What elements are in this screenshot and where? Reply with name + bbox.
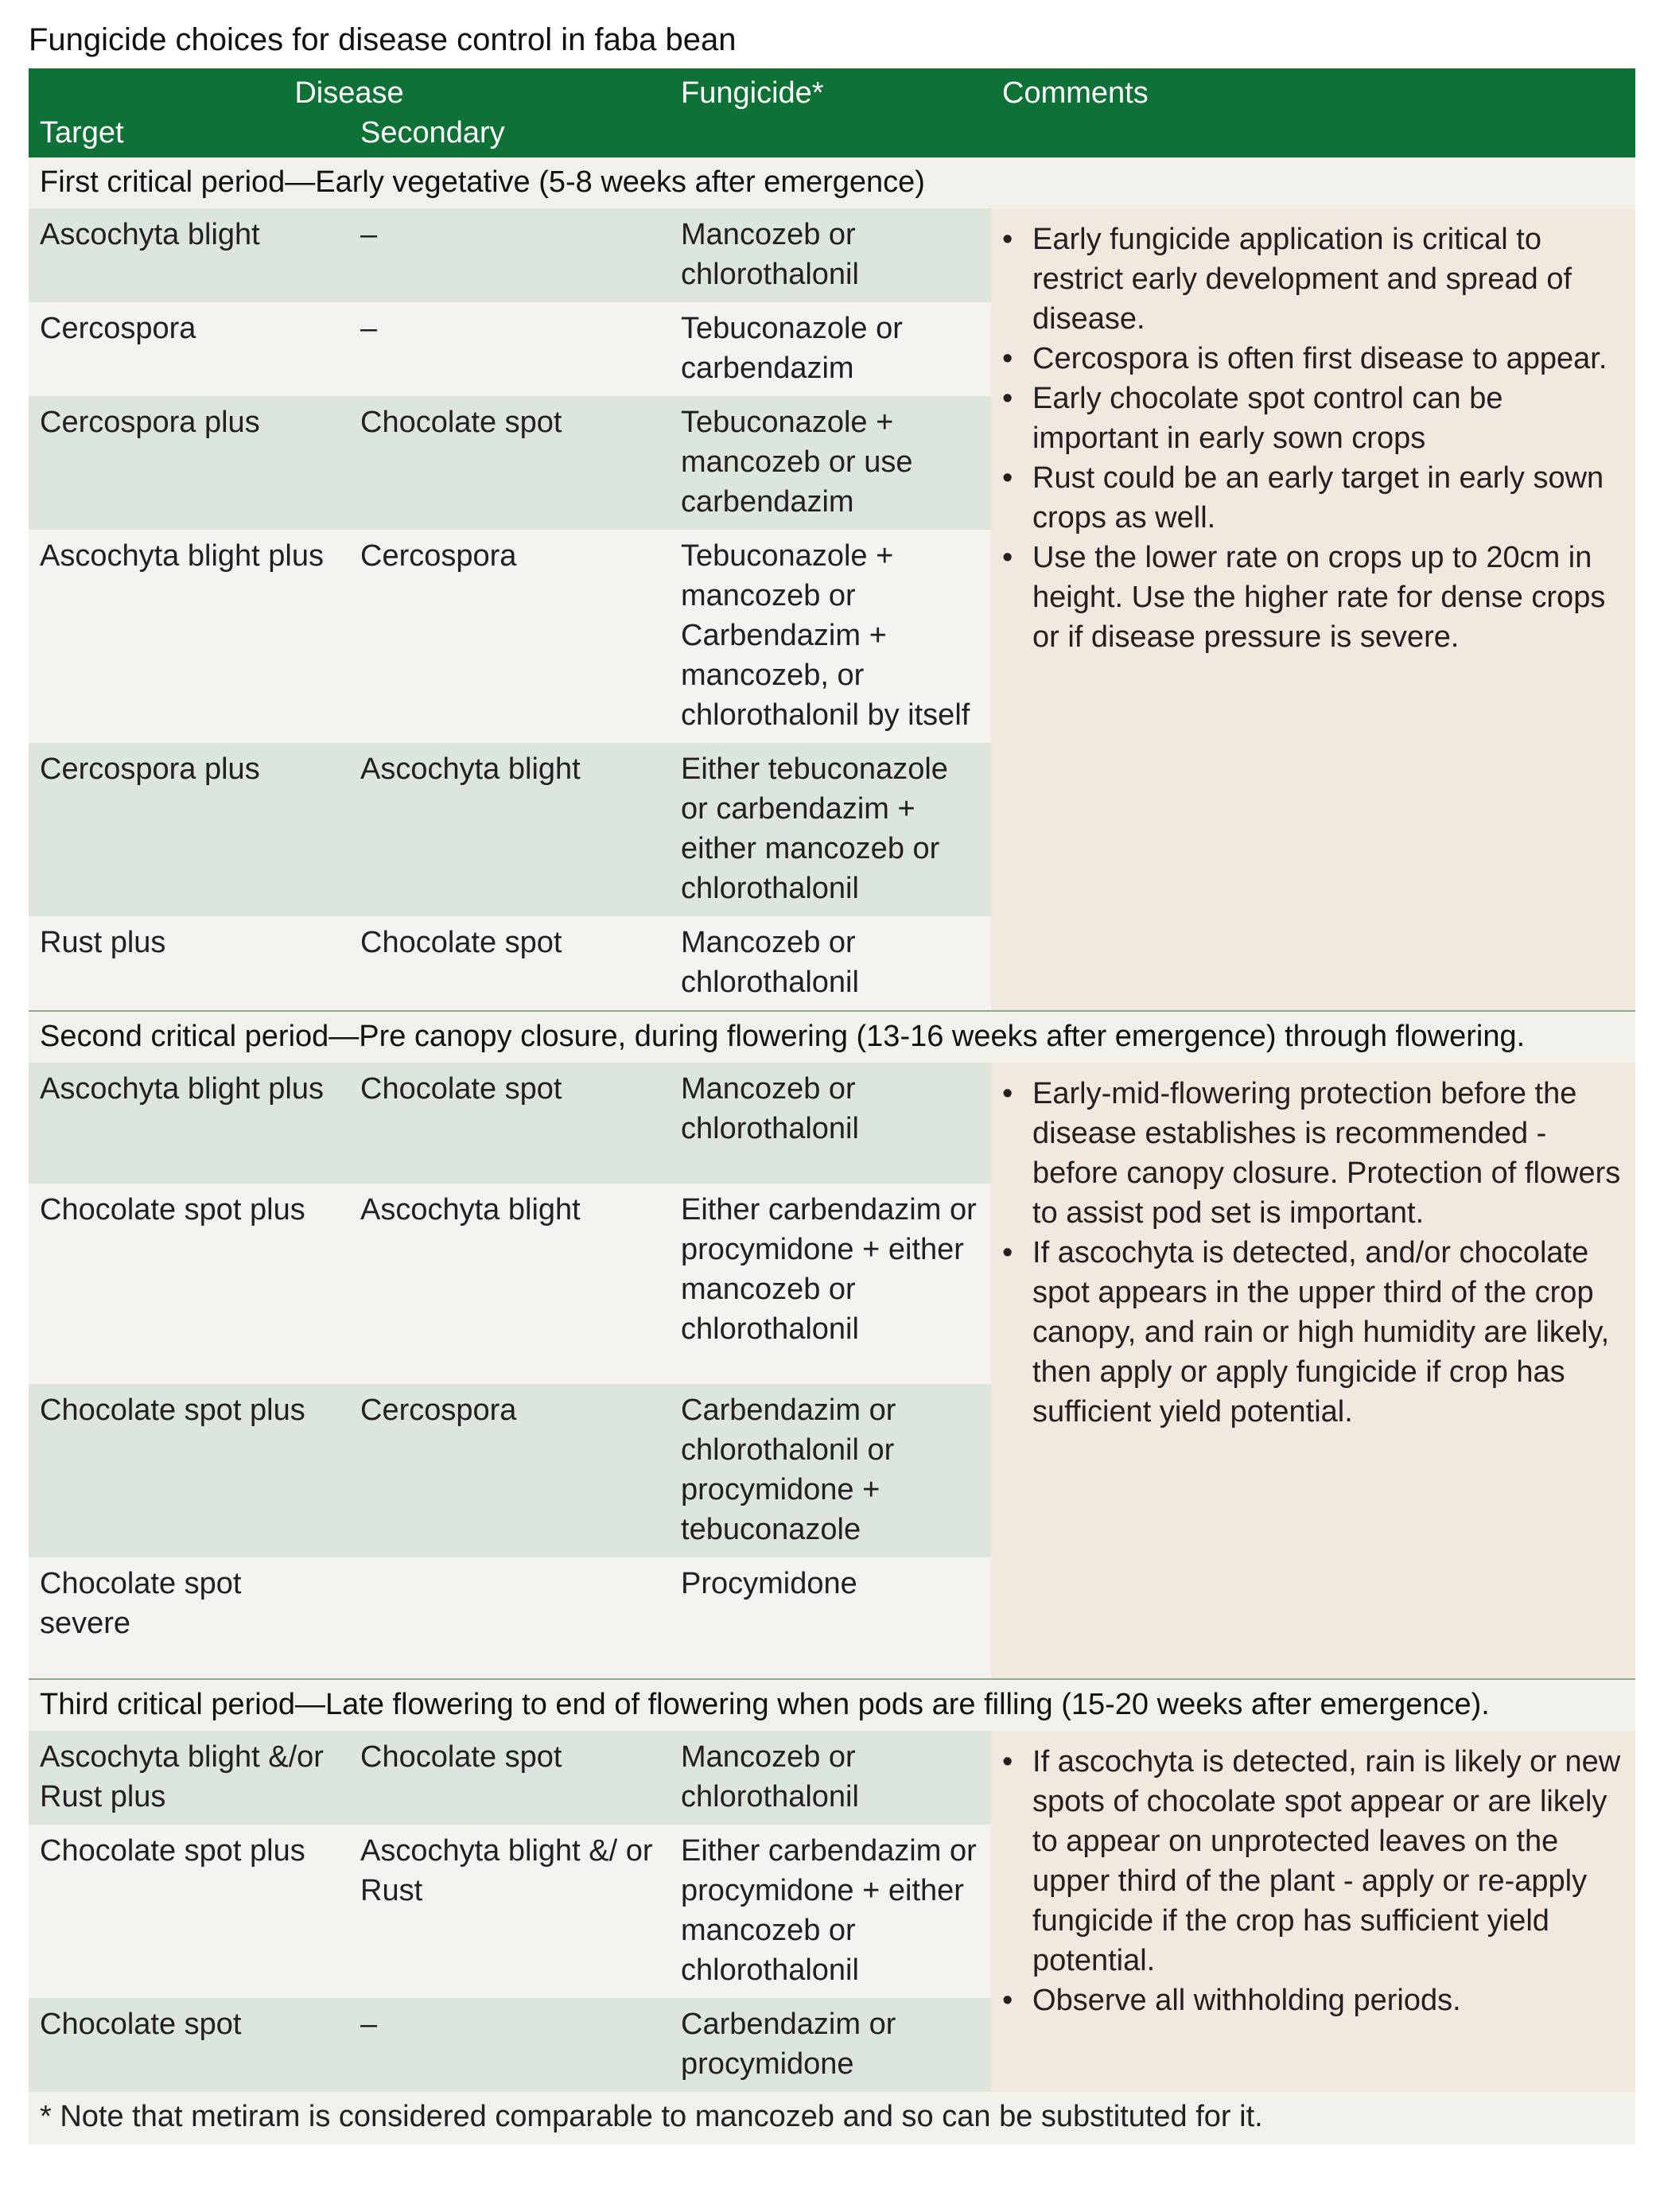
comments-cell-2 <box>991 1063 1635 1679</box>
comments-cell-1 <box>991 208 1635 1011</box>
comments-list-3 <box>1002 1742 1624 2020</box>
comment-item: • Early-mid-flowering protection before the disease establishes is recommended - before canopy closure. Protection of flowers to assist pod set is important. <box>1002 1074 1624 1233</box>
fungicide-cell: Mancozeb or chlorothalonil <box>670 1731 991 1825</box>
fungicide-cell: Either tebuconazole or carbendazim + either mancozeb or chlorothalonil <box>670 743 991 916</box>
table-row <box>29 208 1635 302</box>
target-cell: Ascochyta blight plus <box>29 530 349 743</box>
period-heading-3: Third critical period—Late flowering to end of flowering when pods are filling (15-20 weeks after emergence). <box>29 1679 1635 1731</box>
comment-item: • Early chocolate spot control can be important in early sown crops <box>1002 379 1624 458</box>
header-fungicide-spacer <box>670 113 991 157</box>
period-heading-1: First critical period—Early vegetative (5-8 weeks after emergence) <box>29 157 1635 208</box>
target-cell: Ascochyta blight <box>29 208 349 302</box>
fungicide-cell: Tebuconazole or carbendazim <box>670 302 991 396</box>
secondary-cell: Chocolate spot <box>349 396 670 530</box>
comments-list-2 <box>1002 1074 1624 1432</box>
comment-item: • If ascochyta is detected, and/or chocolate spot appears in the upper third of the crop canopy, and rain or high humidity are likely, then apply or apply fungicide if crop has sufficient yield potential. <box>1002 1233 1624 1432</box>
comment-item: • Use the lower rate on crops up to 20cm in height. Use the higher rate for dense crops or if disease pressure is severe. <box>1002 538 1624 657</box>
secondary-cell: Ascochyta blight <box>349 1184 670 1384</box>
target-cell: Chocolate spot plus <box>29 1384 349 1557</box>
comment-item: • If ascochyta is detected, rain is likely or new spots of chocolate spot appear or are likely to appear on unprotected leaves on the upper third of the plant - apply or re-apply fungicide if the crop has sufficient yield potential. <box>1002 1742 1624 1981</box>
fungicide-cell: Mancozeb or chlorothalonil <box>670 916 991 1011</box>
secondary-cell: Chocolate spot <box>349 916 670 1011</box>
secondary-cell: Chocolate spot <box>349 1731 670 1825</box>
fungicide-table <box>29 68 1635 2144</box>
fungicide-cell: Mancozeb or chlorothalonil <box>670 1063 991 1184</box>
target-cell: Ascochyta blight plus <box>29 1063 349 1184</box>
secondary-cell <box>349 1557 670 1679</box>
fungicide-cell: Carbendazim or procymidone <box>670 1998 991 2092</box>
comment-item: • Cercospora is often first disease to appear. <box>1002 339 1624 379</box>
target-cell: Cercospora <box>29 302 349 396</box>
header-fungicide: Fungicide* <box>670 68 991 113</box>
comments-list-1 <box>1002 220 1624 657</box>
comment-item: • Observe all withholding periods. <box>1002 1981 1624 2020</box>
footnote: * Note that metiram is considered comparable to mancozeb and so can be substituted for it. <box>29 2092 1635 2144</box>
period-heading-2: Second critical period—Pre canopy closure, during flowering (13-16 weeks after emergence) through flowering. <box>29 1011 1635 1063</box>
target-cell: Ascochyta blight &/or Rust plus <box>29 1731 349 1825</box>
secondary-cell: Ascochyta blight <box>349 743 670 916</box>
header-comments-spacer <box>991 113 1635 157</box>
target-cell: Chocolate spot <box>29 1998 349 2092</box>
secondary-cell: Cercospora <box>349 530 670 743</box>
fungicide-cell: Tebuconazole + mancozeb or use carbendazim <box>670 396 991 530</box>
target-cell: Chocolate spot plus <box>29 1184 349 1384</box>
comment-item: • Early fungicide application is critical to restrict early development and spread of disease. <box>1002 220 1624 339</box>
comments-cell-3 <box>991 1731 1635 2092</box>
secondary-cell: – <box>349 208 670 302</box>
fungicide-cell: Carbendazim or chlorothalonil or procymidone + tebuconazole <box>670 1384 991 1557</box>
table-row <box>29 1063 1635 1184</box>
header-disease: Disease <box>29 68 670 113</box>
secondary-cell: Chocolate spot <box>349 1063 670 1184</box>
target-cell: Rust plus <box>29 916 349 1011</box>
fungicide-cell: Tebuconazole + mancozeb or Carbendazim + mancozeb, or chlorothalonil by itself <box>670 530 991 743</box>
fungicide-cell: Either carbendazim or procymidone + either mancozeb or chlorothalonil <box>670 1184 991 1384</box>
table-title: Fungicide choices for disease control in faba bean <box>29 22 737 57</box>
target-cell: Chocolate spot plus <box>29 1825 349 1998</box>
header-secondary: Secondary <box>349 113 670 157</box>
fungicide-cell: Procymidone <box>670 1557 991 1679</box>
comment-item: • Rust could be an early target in early sown crops as well. <box>1002 458 1624 538</box>
secondary-cell: Ascochyta blight &/ or Rust <box>349 1825 670 1998</box>
target-cell: Cercospora plus <box>29 396 349 530</box>
fungicide-cell: Mancozeb or chlorothalonil <box>670 208 991 302</box>
target-cell: Chocolate spot severe <box>29 1557 349 1679</box>
table-row <box>29 1731 1635 1825</box>
secondary-cell: – <box>349 1998 670 2092</box>
target-cell: Cercospora plus <box>29 743 349 916</box>
secondary-cell: Cercospora <box>349 1384 670 1557</box>
fungicide-cell: Either carbendazim or procymidone + either mancozeb or chlorothalonil <box>670 1825 991 1998</box>
header-comments: Comments <box>991 68 1635 113</box>
header-target: Target <box>29 113 349 157</box>
secondary-cell: – <box>349 302 670 396</box>
